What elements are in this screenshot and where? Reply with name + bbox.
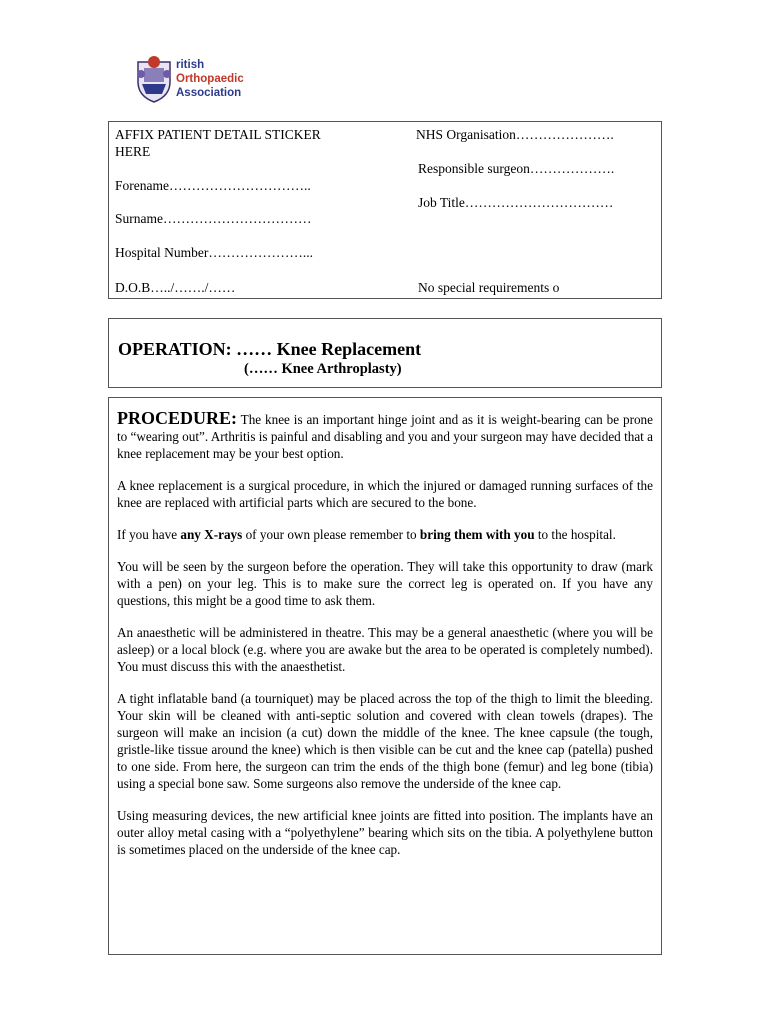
hospital-number-field[interactable]: Hospital Number…………………... <box>115 245 313 260</box>
p3-text-e: to the hospital. <box>534 527 616 542</box>
operation-title: OPERATION: …… Knee Replacement <box>118 339 422 359</box>
p3-bold-xrays: any X-rays <box>180 527 243 542</box>
patient-details-box <box>108 121 662 299</box>
surname-field[interactable]: Surname…………………………… <box>115 211 312 226</box>
p3-bold-bring: bring them with you <box>419 527 535 542</box>
logo-text <box>176 58 244 100</box>
logo-line-3: Association <box>176 87 242 99</box>
p3-text-c: of your own please remember to <box>242 527 420 542</box>
procedure-paragraph-6: A tight inflatable band (a tourniquet) may be placed across the top of the thigh to limit the bleeding. Your skin will be cleaned with anti-septic solution and covered with clean towels (drapes). The surgeon will make an incision (a cut) down the middle of the knee. The knee capsule (the tough, gristle-like tissue around the knee) which is then visible can be cut and the knee cap (patella) pushed to one side. From here, the surgeon can trim the ends of the thigh bone (femur) and leg bone (tibia) using a special bone saw. Some surgeons also remove the underside of the knee cap. <box>117 691 653 791</box>
crest-icon <box>132 54 176 104</box>
p3-text-a: If you have <box>117 527 181 542</box>
forename-field[interactable]: Forename………………………….. <box>115 178 311 193</box>
nhs-organisation-field[interactable]: NHS Organisation…………………. <box>416 127 614 142</box>
procedure-paragraph-2: A knee replacement is a surgical procedure, in which the injured or damaged running surfaces of the knee are replaced with artificial parts which are secured to the bone. <box>117 478 653 510</box>
procedure-paragraph-3 <box>117 526 653 543</box>
operation-box <box>108 318 662 388</box>
procedure-box <box>108 397 662 955</box>
logo-line-1: ritish <box>176 59 205 71</box>
responsible-surgeon-field[interactable]: Responsible surgeon………………. <box>418 161 615 176</box>
job-title-field[interactable]: Job Title…………………………… <box>418 195 614 210</box>
sticker-label-line1: AFFIX PATIENT DETAIL STICKER <box>115 127 321 142</box>
operation-subtitle: (…… Knee Arthroplasty) <box>244 361 402 377</box>
sticker-label-line2: HERE <box>115 144 151 159</box>
procedure-text <box>117 410 653 873</box>
boa-logo <box>128 54 258 106</box>
dob-field[interactable]: D.O.B…../……./…… <box>115 280 236 295</box>
procedure-heading: PROCEDURE: <box>117 408 237 428</box>
procedure-paragraph-7: Using measuring devices, the new artificial knee joints are fitted into position. The implants have an outer alloy metal casing with a “polyethylene” bearing which sits on the tibia. A polyethylene button is sometimes placed on the underside of the knee cap. <box>117 808 653 857</box>
logo-line-2: Orthopaedic <box>176 73 244 85</box>
special-requirements-checkbox[interactable]: No special requirements o <box>418 280 560 295</box>
procedure-p1-text: The knee is an important hinge joint and as it is weight-bearing can be prone to “wearing out”. Arthritis is painful and disabling and you and your surgeon may have decided that a knee replacement may be your best option. <box>117 412 653 461</box>
procedure-paragraph-1 <box>117 410 653 462</box>
procedure-paragraph-4: You will be seen by the surgeon before the operation. They will take this opportunity to draw (mark with a pen) on your leg. This is to make sure the correct leg is operated on. If you have any questions, this might be a good time to ask them. <box>117 559 653 608</box>
procedure-paragraph-5: An anaesthetic will be administered in theatre. This may be a general anaesthetic (where you will be asleep) or a local block (e.g. where you are awake but the area to be operated is completely numbed). You must discuss this with the anaesthetist. <box>117 625 653 674</box>
